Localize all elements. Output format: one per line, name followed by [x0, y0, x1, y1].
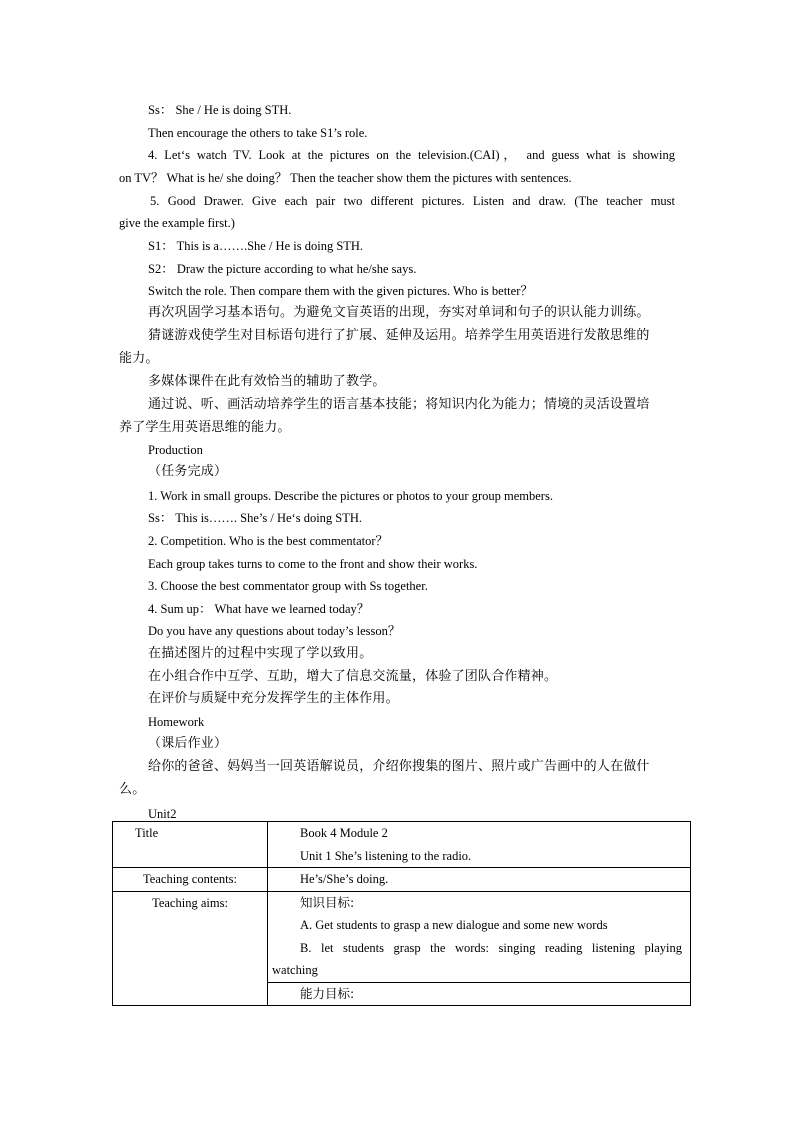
- text-line: Ss： This is……. She’s / He‘s doing STH.: [148, 511, 363, 525]
- aim-b-continued: watching: [272, 963, 318, 977]
- text-line: S2： Draw the picture according to what he/she says.: [148, 262, 417, 276]
- aim-a: A. Get students to grasp a new dialogue and some new words: [300, 918, 608, 932]
- title-label: Title: [113, 822, 268, 868]
- knowledge-aims-heading: 知识目标:: [300, 894, 355, 910]
- aim-b: B. let students grasp the words: singing reading listening playing: [300, 940, 682, 955]
- text-line: 养了学生用英语思维的能力。: [119, 420, 291, 435]
- section-heading: Unit2: [148, 807, 177, 821]
- text-line: S1： This is a…….She / He is doing STH.: [148, 239, 364, 253]
- lesson-plan-table: [112, 821, 691, 1006]
- text-line: 猜谜游戏使学生对目标语句进行了扩展、延伸及运用。培养学生用英语进行发散思维的: [148, 328, 650, 343]
- text-line: Switch the role. Then compare them with the given pictures. Who is better？: [148, 284, 533, 298]
- aims-cell: [268, 891, 691, 982]
- text-line: 通过说、听、画活动培养学生的语言基本技能；将知识内化为能力；情境的灵活设置培: [148, 397, 650, 412]
- text-line: Each group takes turns to come to the front and show their works.: [148, 557, 478, 571]
- ability-cell: [268, 982, 691, 1006]
- text-line: 能力。: [119, 351, 159, 366]
- title-line-1: Book 4 Module 2: [300, 826, 388, 840]
- text-line: （课后作业）: [148, 736, 228, 751]
- contents-label: Teaching contents:: [113, 868, 268, 892]
- aims-label: Teaching aims:: [113, 891, 268, 1006]
- text-line: 3. Choose the best commentator group with Ss together.: [148, 579, 428, 593]
- text-line: 5. Good Drawer. Give each pair two different pictures. Listen and draw. (The teacher must: [150, 194, 675, 208]
- text-line: Ss： She / He is doing STH.: [148, 103, 292, 117]
- ability-aims-heading: 能力目标:: [300, 985, 355, 1001]
- text-line: 在评价与质疑中充分发挥学生的主体作用。: [148, 691, 399, 706]
- text-line: 1. Work in small groups. Describe the pictures or photos to your group members.: [148, 489, 553, 503]
- table-row: [113, 822, 691, 868]
- title-cell: [268, 822, 691, 868]
- text-line: 多媒体课件在此有效恰当的辅助了教学。: [148, 374, 386, 389]
- table-row: [113, 891, 691, 982]
- section-heading: Production: [148, 443, 203, 457]
- text-line: （任务完成）: [148, 464, 228, 479]
- text-line: 2. Competition. Who is the best commentator？: [148, 534, 389, 548]
- text-line: 给你的爸爸、妈妈当一回英语解说员，介绍你搜集的图片、照片或广告画中的人在做什: [148, 759, 650, 774]
- contents-cell: [268, 868, 691, 892]
- section-heading: Homework: [148, 715, 205, 729]
- text-line: Do you have any questions about today’s lesson？: [148, 624, 401, 638]
- text-line: 么。: [119, 782, 146, 797]
- text-line: 4. Sum up： What have we learned today？: [148, 602, 370, 616]
- text-line: 在小组合作中互学、互助，增大了信息交流量，体验了团队合作精神。: [148, 669, 558, 684]
- text-line: 再次巩固学习基本语句。为避免文盲英语的出现，夯实对单词和句子的识认能力训练。: [148, 305, 650, 320]
- text-line: on TV？ What is he/ she doing？ Then the teacher show them the pictures with sentences.: [119, 171, 572, 185]
- text-line: give the example first.): [119, 216, 235, 230]
- title-line-2: Unit 1 She’s listening to the radio.: [300, 848, 472, 863]
- table-row: [113, 868, 691, 892]
- text-line: 在描述图片的过程中实现了学以致用。: [148, 646, 373, 661]
- contents-value: He’s/She’s doing.: [300, 872, 389, 886]
- text-line: 4. Let‘s watch TV. Look at the pictures on the television.(CAI)， and guess what is showing: [148, 148, 675, 162]
- text-line: Then encourage the others to take S1’s role.: [148, 126, 368, 140]
